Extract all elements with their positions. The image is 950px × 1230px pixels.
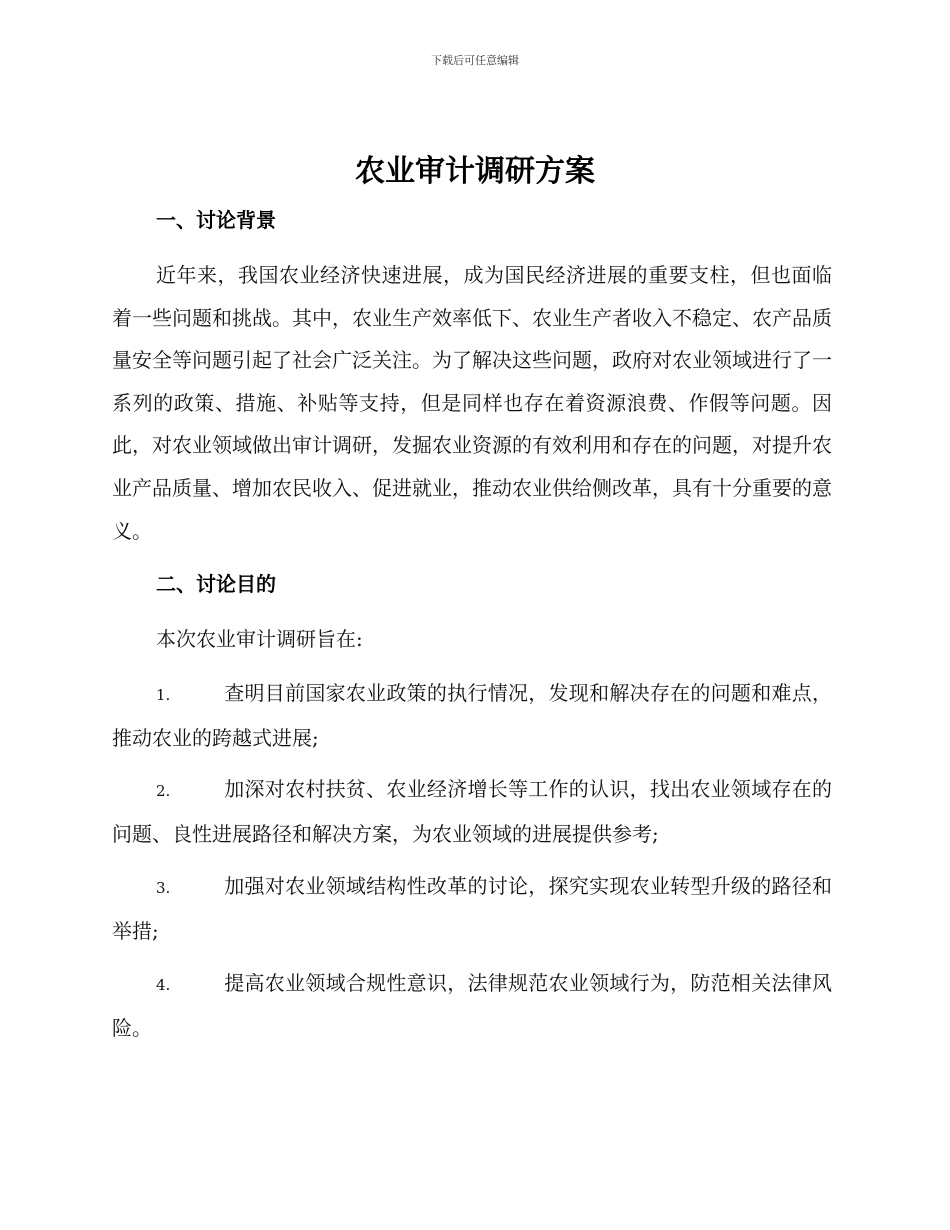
list-number: 4. bbox=[156, 976, 171, 994]
section-heading-background: 一、讨论背景 bbox=[156, 208, 276, 232]
purpose-list-item bbox=[112, 865, 832, 952]
list-text: 查明目前国家农业政策的执行情况，发现和解决存在的问题和难点，推动农业的跨越式进展; bbox=[112, 681, 832, 750]
background-paragraph: 近年来，我国农业经济快速进展，成为国民经济进展的重要支柱，但也面临着一些问题和挑战。其中，农业生产效率低下、农业生产者收入不稳定、农产品质量安全等问题引起了社会广泛关注。为了解决这些问题，政府对农业领域进行了一系列的政策、措施、补贴等支持，但是同样也存在着资源浪费、作假等问题。因此，对农业领域做出审计调研，发掘农业资源的有效利用和存在的问题，对提升农业产品质量、增加农民收入、促进就业，推动农业供给侧改革，具有十分重要的意义。 bbox=[112, 263, 832, 543]
document-title: 农业审计调研方案 bbox=[355, 154, 595, 189]
purpose-list-item bbox=[112, 962, 832, 1049]
list-number: 3. bbox=[156, 879, 171, 897]
header-note: 下载后可任意编辑 bbox=[431, 54, 519, 67]
purpose-intro: 本次农业审计调研旨在: bbox=[156, 627, 363, 651]
list-text: 提高农业领域合规性意识，法律规范农业领域行为，防范相关法律风险。 bbox=[112, 971, 832, 1040]
list-text: 加强对农业领域结构性改革的讨论，探究实现农业转型升级的路径和举措; bbox=[112, 874, 832, 943]
section-heading-purpose: 二、讨论目的 bbox=[156, 572, 276, 596]
list-text: 加深对农村扶贫、农业经济增长等工作的认识，找出农业领域存在的问题、良性进展路径和解决方案，为农业领域的进展提供参考; bbox=[112, 777, 832, 846]
purpose-list-item bbox=[112, 768, 832, 855]
purpose-list-item bbox=[112, 672, 832, 759]
list-number: 1. bbox=[156, 686, 171, 704]
list-number: 2. bbox=[156, 782, 171, 800]
